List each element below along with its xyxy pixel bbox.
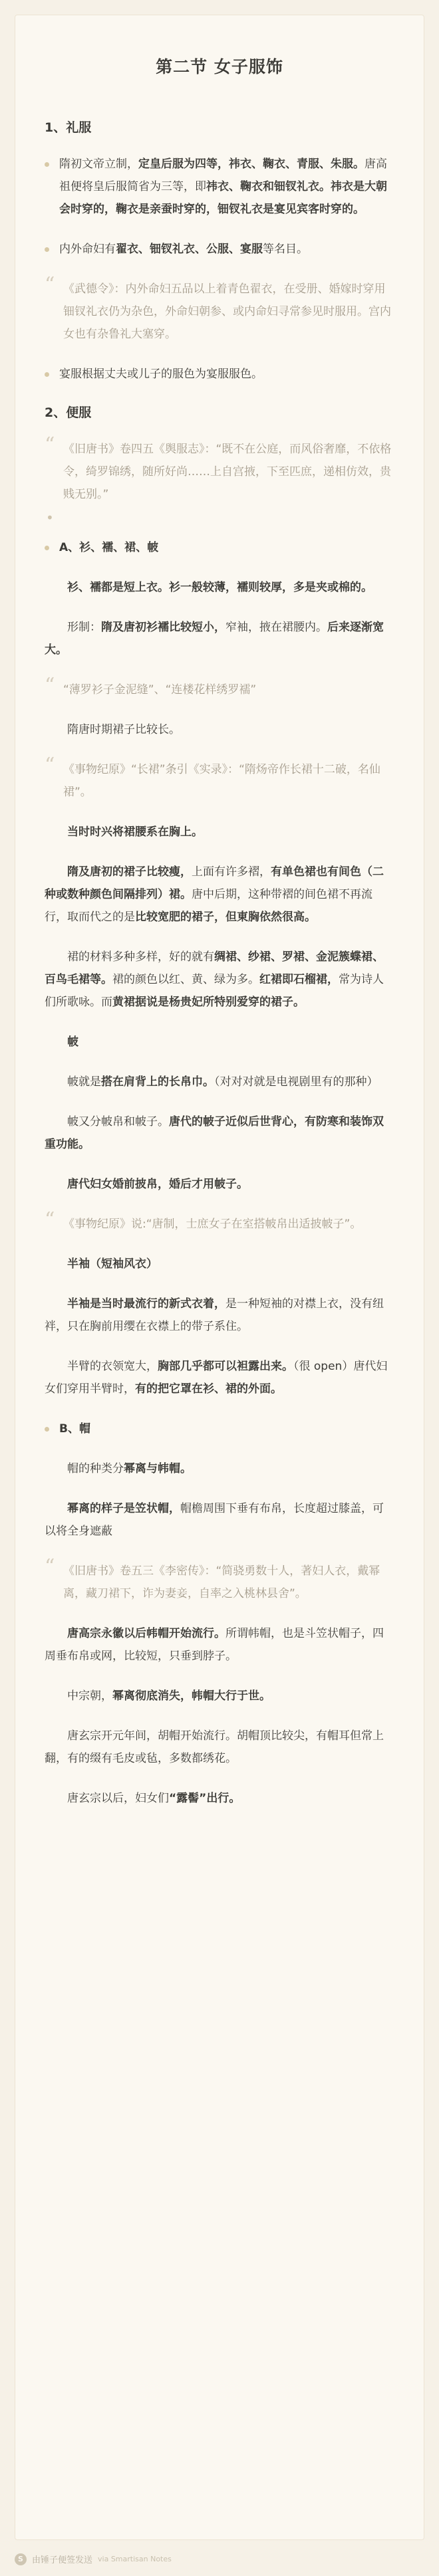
quote-li-mi: “ 《旧唐书》卷五三《李密传》：“简骁勇数十人，著妇人衣，戴幂离，藏刀裙下，诈为妻妾，自率之入桃林县舍”。 [45,1555,380,1600]
separator-dot: • [46,510,54,526]
paragraph-form: 形制：隋及唐初衫襦比较短小，窄袖，掖在裙腰内。后来逐渐宽大。 [45,621,384,657]
quote-mark-icon: “ [45,1555,55,1578]
subheading-a: A、衫、襦、裙、帔 [45,536,394,559]
heading-banxiu: 半袖（短袖风衣） [67,1257,158,1271]
paragraph-pei-types: 帔又分帔帛和帔子。唐代的帔子近似后世背心，有防寒和装饰双重功能。 [45,1115,384,1151]
quote-mark-icon: “ [45,1208,55,1232]
footer [15,2553,172,2565]
smartisan-logo-icon: S [15,2553,27,2565]
paragraph-mili: 幂离的样子是笠状帽，帽檐周围下垂有布帛，长度超过膝盖，可以将全身遮蔽 [45,1502,384,1538]
paragraph-pei-definition: 帔就是搭在肩背上的长帛巾。（对对对就是电视剧里有的那种） [67,1075,378,1089]
quote-mark-icon: “ [45,433,55,457]
footer-subtext: via Smartisan Notes [98,2555,172,2563]
paragraph-mingfu: 内外命妇有翟衣、钿钗礼衣、公服、宴服等名目。 [45,238,394,261]
quote-jiu-tangshu: “ 《旧唐书》卷四五《舆服志》：“既不在公庭，而风俗奢靡，不依格令，绮罗锦绣，随所好尚……上自宫掖，下至匹庶，递相仿效，贵贱无别。” [45,433,392,501]
paragraph-humao: 唐玄宗开元年间，胡帽开始流行。胡帽顶比较尖，有帽耳但常上翻，有的缀有毛皮或毡，多数都绣花。 [45,1729,384,1765]
quote-mark-icon: “ [45,754,55,777]
paragraph-waist: 当时时兴将裙腰系在胸上。 [67,825,203,839]
section-heading-formal: 1、礼服 [45,120,92,135]
paragraph-skirt-style: 隋及唐初的裙子比较瘦，上面有许多褶，有单色裙也有间色（二种或数种颜色间隔排列）裙。唐中后期，这种带褶的间色裙不再流行，取而代之的是比较宽肥的裙子，但東胸依然很高。 [45,865,384,924]
paragraph-pei-marriage: 唐代妇女婚前披帛，婚后才用帔子。 [67,1178,248,1191]
quote-shiwu-jiyuan-pei: “ 《事物纪原》说:“唐制，士庶女子在室搭帔帛出适披帔子”。 [45,1208,362,1232]
quote-mark-icon: “ [45,674,55,697]
paragraph-weimao: 唐高宗永徽以后帏帽开始流行。所谓帏帽，也是斗笠状帽子，四周垂布帛或网，比较短，只垂到脖子。 [45,1627,384,1663]
heading-pei: 帔 [67,1035,78,1049]
quote-poem: “ “薄罗衫子金泥缝”、“连楼花样绣罗襦” [45,674,257,697]
paragraph-luji: 唐玄宗以后，妇女们“露髻”出行。 [67,1792,241,1805]
page-title: 第二节 女子服饰 [156,57,283,76]
paragraph-skirt-material: 裙的材料多种多样，好的就有绸裙、纱裙、罗裙、金泥簇蝶裙、百鸟毛裙等。裙的颜色以红、黄、绿为多。红裙即石榴裙，常为诗人们所歌咏。而黄裙据说是杨贵妃所特别爱穿的裙子。 [45,950,384,1009]
section-heading-casual: 2、便服 [45,405,92,420]
note-content [15,15,424,1810]
paragraph-zhongzong: 中宗朝，幂离彻底消失，帏帽大行于世。 [67,1689,271,1703]
paragraph-banbi: 半臂的衣领宽大，胸部几乎都可以袒露出来。（很 open）唐代妇女们穿用半臂时，有的把它罩在衫、裙的外面。 [45,1360,388,1396]
paragraph-skirt-length: 隋唐时期裙子比较长。 [67,723,180,736]
quote-shiwu-jiyuan: “ 《事物纪原》“长裙”条引《实录》：“隋炀帝作长裙十二破，名仙裙”。 [45,754,380,799]
quote-wude-ling: “ 《武德令》：内外命妇五品以上着青色翟衣，在受册、婚嫁时穿用钿钗礼衣仍为杂色，外命妇朝参、或内命妇寻常参见时服用。宫内女也有杂鲁礼大塞穿。 [45,273,391,341]
note-card [15,15,424,2540]
subheading-b: B、帽 [45,1418,394,1440]
quote-mark-icon: “ [45,273,55,296]
paragraph-hat-types: 帽的种类分幂离与帏帽。 [67,1462,192,1475]
paragraph-banquet-dress: 宴服根据丈夫或儿子的服色为宴服服色。 [45,363,394,385]
paragraph-banxiu: 半袖是当时最流行的新式衣着，是一种短袖的对襟上衣，没有纽袢，只在胸前用缨在衣襟上的带子系住。 [45,1297,384,1333]
paragraph-shan-ru: 衫、襦都是短上衣。衫一般较薄，襦则较厚，多是夹或棉的。 [67,581,372,594]
footer-text: 由锤子便签发送 [32,2555,93,2565]
paragraph-sui-empress: 隋初文帝立制，定皇后服为四等，祎衣、鞠衣、青服、朱服。唐高祖便将皇后服简省为三等，即祎衣、鞠衣和钿钗礼衣。祎衣是大朝会时穿的，鞠衣是亲蚕时穿的，钿钗礼衣是宴见宾客时穿的。 [45,153,394,221]
